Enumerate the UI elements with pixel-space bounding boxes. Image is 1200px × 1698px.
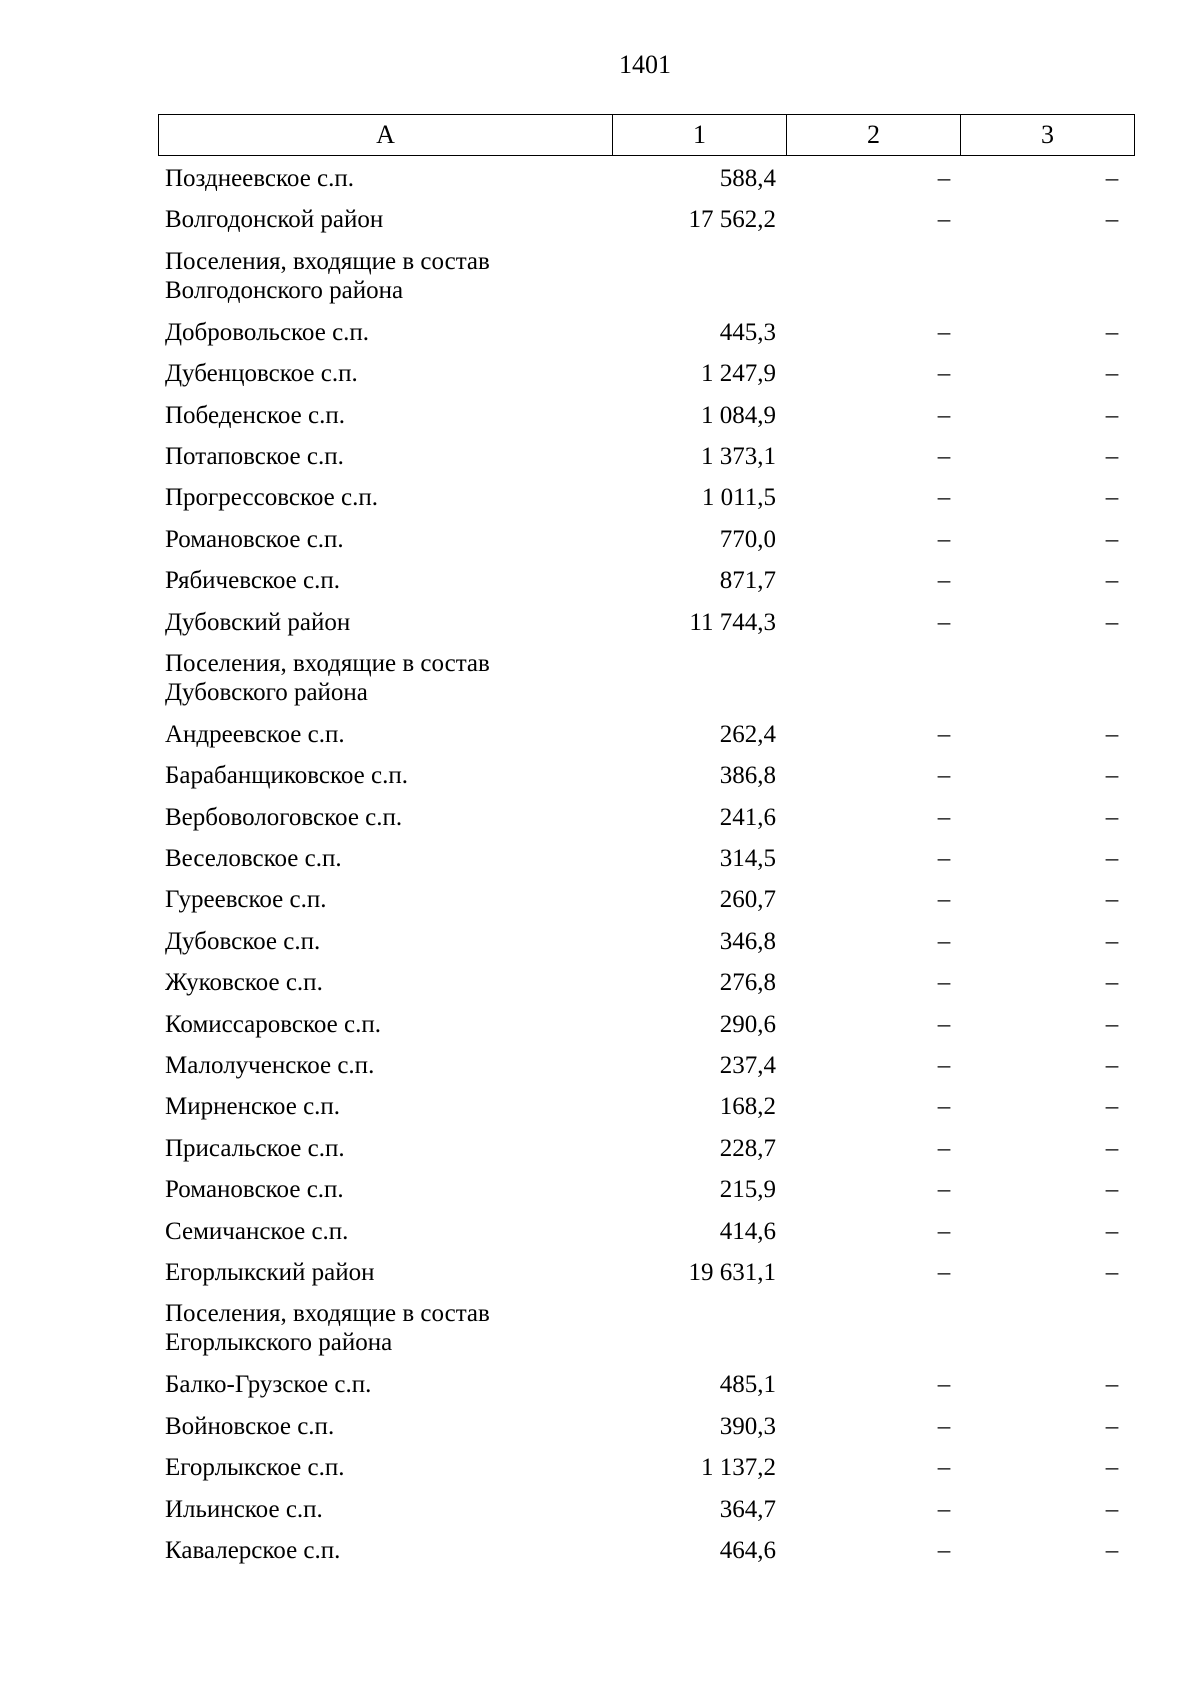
row-name: Позднеевское с.п. [165,165,355,192]
row-name: Барабанщиковское с.п. [165,762,409,790]
row-name: Егорлыкский район [165,1258,375,1286]
row-value-1: 215,9 [719,1176,776,1204]
row-name: Егорлыкское с.п. [165,1454,345,1482]
row-value-2: – [937,1454,951,1482]
table-row [0,560,1200,601]
row-name: Поселения, входящие в состав Дубовского района [165,649,490,706]
row-name: Романовское с.п. [165,525,344,553]
row-value-2: – [937,803,951,831]
row-value-3: – [1105,567,1119,595]
row-name: Рябичевское с.п. [165,567,340,595]
row-value-1: 19 631,1 [688,1258,776,1286]
row-value-1: 276,8 [719,969,776,997]
row-value-3: – [1105,886,1119,914]
row-name: Присальское с.п. [165,1134,345,1162]
row-name: Волгодонской район [165,206,384,234]
row-value-3: – [1105,608,1119,636]
row-name: Добровольское с.п. [165,318,370,346]
row-value-2: – [937,886,951,914]
table-row [0,755,1200,796]
row-value-1: 241,6 [719,803,776,831]
row-value-3: – [1105,1010,1119,1038]
table-header [158,114,1135,156]
row-value-3: – [1105,969,1119,997]
row-value-2: – [937,845,951,873]
table-row [0,353,1200,394]
row-value-2: – [937,1371,951,1399]
row-value-3: – [1105,1217,1119,1245]
row-value-2: – [937,1093,951,1121]
row-value-3: – [1105,1371,1119,1399]
row-value-3: – [1105,360,1119,388]
row-name: Поселения, входящие в состав Волгодонского района [165,247,490,304]
row-value-2: – [937,1217,951,1245]
table-row [0,921,1200,962]
row-name: Ильинское с.п. [165,1495,323,1523]
row-value-1: 588,4 [719,165,776,192]
table-row [0,962,1200,1003]
table-row [0,1211,1200,1252]
row-value-1: 237,4 [719,1052,776,1080]
row-value-3: – [1105,845,1119,873]
row-value-1: 314,5 [719,845,776,873]
row-value-2: – [937,762,951,790]
row-value-2: – [937,1258,951,1286]
row-value-3: – [1105,484,1119,512]
row-value-2: – [937,567,951,595]
group-header-row [0,241,1200,312]
table-row [0,395,1200,436]
row-value-1: 364,7 [719,1495,776,1523]
row-name: Дубенцовское с.п. [165,360,358,388]
group-header-row [0,1293,1200,1364]
row-value-3: – [1105,401,1119,429]
row-name: Победенское с.п. [165,401,346,429]
row-name: Вербовологовское с.п. [165,803,403,831]
table-row [0,879,1200,920]
row-value-1: 1 011,5 [701,484,776,512]
row-value-1: 346,8 [719,927,776,955]
row-value-2: – [937,360,951,388]
row-value-3: – [1105,525,1119,553]
table-row [0,519,1200,560]
table-row [0,312,1200,353]
row-name: Веселовское с.п. [165,845,342,873]
row-value-3: – [1105,206,1119,234]
row-value-2: – [937,969,951,997]
header-row [159,115,1135,156]
row-value-3: – [1105,927,1119,955]
row-value-3: – [1105,762,1119,790]
row-value-2: – [937,484,951,512]
row-value-2: – [937,720,951,748]
header-col-2: 2 [787,115,961,156]
row-value-3: – [1105,165,1119,192]
row-value-2: – [937,608,951,636]
row-value-2: – [937,318,951,346]
row-value-1: 168,2 [719,1093,776,1121]
row-value-2: – [937,927,951,955]
table-row [0,1169,1200,1210]
row-value-2: – [937,1134,951,1162]
table-row [0,477,1200,518]
row-name: Романовское с.п. [165,1176,344,1204]
row-value-2: – [937,401,951,429]
row-value-3: – [1105,1536,1119,1564]
row-value-1: 1 137,2 [701,1454,776,1482]
row-value-1: 871,7 [719,567,776,595]
row-value-3: – [1105,1176,1119,1204]
row-value-1: 262,4 [719,720,776,748]
row-value-2: – [937,165,951,192]
row-value-3: – [1105,1093,1119,1121]
row-value-1: 485,1 [719,1371,776,1399]
group-header-row [0,643,1200,714]
row-name: Балко-Грузское с.п. [165,1371,372,1399]
row-value-2: – [937,1412,951,1440]
row-value-3: – [1105,1412,1119,1440]
row-name: Семичанское с.п. [165,1217,349,1245]
row-name: Андреевское с.п. [165,720,345,748]
row-value-3: – [1105,720,1119,748]
table-row [0,838,1200,879]
table-row [0,1406,1200,1447]
table-row [0,714,1200,755]
row-name: Малолученское с.п. [165,1052,375,1080]
row-value-2: – [937,206,951,234]
table-row [0,436,1200,477]
row-value-2: – [937,1536,951,1564]
row-value-1: 386,8 [719,762,776,790]
row-name: Кавалерское с.п. [165,1536,341,1564]
row-value-1: 11 744,3 [689,608,776,636]
table-row [0,1447,1200,1488]
header-col-a: А [159,115,613,156]
row-value-1: 260,7 [719,886,776,914]
row-value-1: 17 562,2 [688,206,776,234]
row-value-1: 1 373,1 [701,442,776,470]
row-name: Мирненское с.п. [165,1093,341,1121]
row-value-3: – [1105,442,1119,470]
row-name: Потаповское с.п. [165,442,344,470]
row-name: Дубовское с.п. [165,927,321,955]
row-value-2: – [937,1010,951,1038]
table-row [0,1489,1200,1530]
row-name: Дубовский район [165,608,351,636]
table-row [0,1364,1200,1405]
row-value-3: – [1105,1495,1119,1523]
table-row [0,1128,1200,1169]
table-row [0,797,1200,838]
row-name: Поселения, входящие в состав Егорлыкского района [165,1300,490,1357]
page-number: 1401 [619,50,671,79]
table-row [0,602,1200,643]
row-name: Войновское с.п. [165,1412,335,1440]
table-row [0,1530,1200,1571]
row-name: Жуковское с.п. [165,969,323,997]
row-value-1: 390,3 [719,1412,776,1440]
row-value-1: 1 247,9 [701,360,776,388]
table-row [0,158,1200,199]
table-row [0,199,1200,240]
table-row [0,1045,1200,1086]
row-value-1: 228,7 [719,1134,776,1162]
row-name: Гуреевское с.п. [165,886,327,914]
row-name: Комиссаровское с.п. [165,1010,382,1038]
table-body [0,158,1200,1571]
row-value-3: – [1105,318,1119,346]
row-value-2: – [937,525,951,553]
row-value-3: – [1105,1134,1119,1162]
row-value-3: – [1105,1258,1119,1286]
row-value-3: – [1105,1454,1119,1482]
table-row [0,1004,1200,1045]
header-col-3: 3 [961,115,1135,156]
table-row [0,1086,1200,1127]
row-name: Прогрессовское с.п. [165,484,378,512]
table-row [0,1252,1200,1293]
row-value-2: – [937,1052,951,1080]
row-value-1: 414,6 [719,1217,776,1245]
row-value-1: 464,6 [719,1536,776,1564]
row-value-2: – [937,442,951,470]
row-value-3: – [1105,803,1119,831]
row-value-1: 1 084,9 [701,401,776,429]
row-value-1: 290,6 [719,1010,776,1038]
row-value-2: – [937,1495,951,1523]
header-col-1: 1 [613,115,787,156]
row-value-3: – [1105,1052,1119,1080]
row-value-2: – [937,1176,951,1204]
row-value-1: 445,3 [719,318,776,346]
row-value-1: 770,0 [719,525,776,553]
